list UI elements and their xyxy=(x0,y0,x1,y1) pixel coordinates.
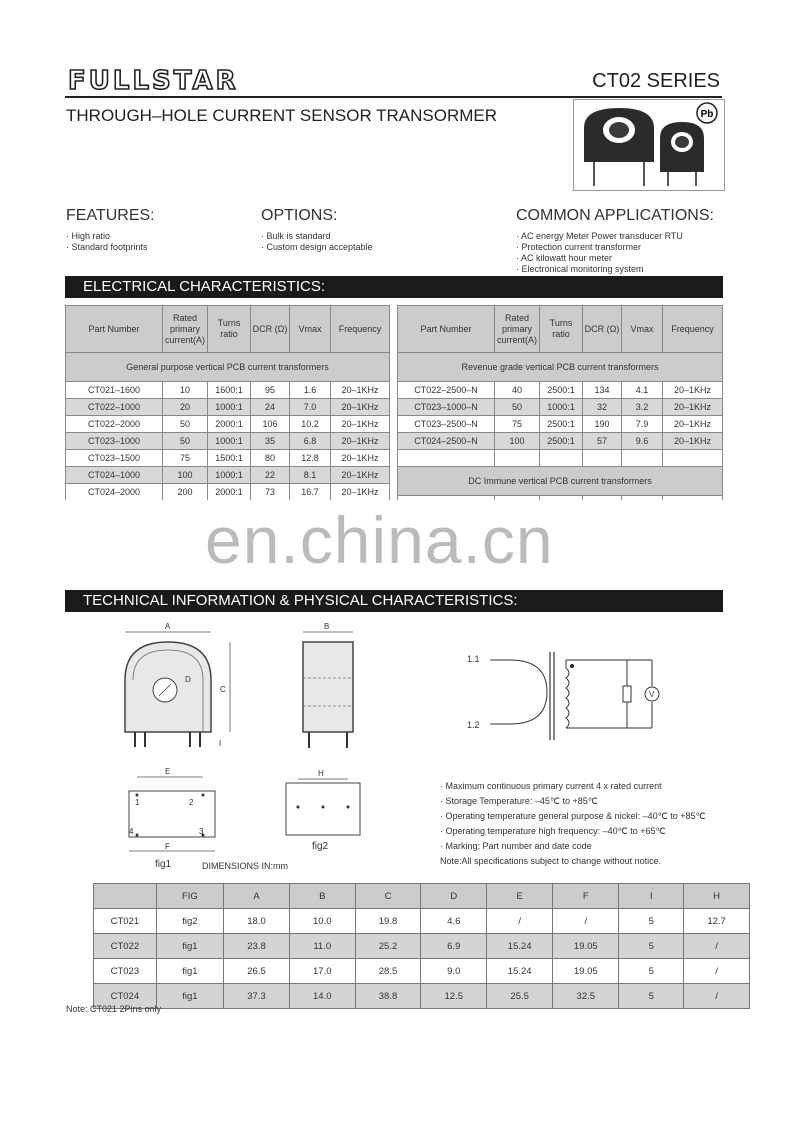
col-header: H xyxy=(684,884,750,909)
features-section xyxy=(66,207,155,253)
table-cell: CT024–1000 xyxy=(66,467,163,484)
table-cell: 200 xyxy=(163,484,208,501)
col-header: E xyxy=(487,884,553,909)
table-section-label: General purpose vertical PCB current transformers xyxy=(66,353,390,382)
table-cell: 20 xyxy=(163,399,208,416)
table-cell: 1000:1 xyxy=(208,467,251,484)
table-cell: 19.05 xyxy=(553,934,619,959)
table-cell: 2000:1 xyxy=(208,416,251,433)
technical-notes xyxy=(440,779,706,869)
table-row xyxy=(66,450,390,467)
table-cell: 75 xyxy=(163,450,208,467)
table-cell: 2500:1 xyxy=(540,416,583,433)
table-row xyxy=(66,467,390,484)
col-header: Rated primary current(A) xyxy=(163,306,208,353)
table-row xyxy=(66,399,390,416)
table-cell: CT022–1000 xyxy=(66,399,163,416)
table-cell: 11.0 xyxy=(289,934,355,959)
col-header: Part Number xyxy=(398,306,495,353)
note-all: Note:All specifications subject to change without notice. xyxy=(440,856,662,866)
table-cell: CT023–1500 xyxy=(66,450,163,467)
col-header: Frequency xyxy=(331,306,390,353)
table-cell: fig1 xyxy=(156,934,223,959)
options-section xyxy=(261,207,373,253)
table-cell: fig1 xyxy=(156,959,223,984)
table-cell: 100 xyxy=(163,467,208,484)
table-cell: 20–1KHz xyxy=(331,382,390,399)
table-cell: 22 xyxy=(251,467,290,484)
table-cell: CT023–2500–N xyxy=(398,416,495,433)
table-cell: 25.2 xyxy=(355,934,421,959)
col-header: Part Number xyxy=(66,306,163,353)
table-cell: 9.0 xyxy=(421,959,487,984)
table-cell: 106 xyxy=(251,416,290,433)
table-cell: 134 xyxy=(583,382,622,399)
table-cell: CT022–2000 xyxy=(66,416,163,433)
fig1-label: fig1 xyxy=(155,859,172,870)
table-cell: 20–1KHz xyxy=(663,416,723,433)
table-cell: 1000:1 xyxy=(208,433,251,450)
brand-logo: FULLSTAR xyxy=(68,66,239,96)
dim-label-h: H xyxy=(318,769,324,778)
page-title: THROUGH–HOLE CURRENT SENSOR TRANSORMER xyxy=(66,106,498,125)
application-item: · AC kilowatt hour meter xyxy=(516,253,714,264)
table-cell: 12.7 xyxy=(684,909,750,934)
feature-item: · High ratio xyxy=(66,231,155,242)
table-cell: 20–1KHz xyxy=(331,484,390,501)
technical-section-header: TECHNICAL INFORMATION & PHYSICAL CHARACTERISTICS: xyxy=(65,590,723,612)
table-cell: 26.5 xyxy=(224,959,290,984)
table-cell: fig2 xyxy=(156,909,223,934)
table-cell: 1500:1 xyxy=(208,450,251,467)
application-item: · AC energy Meter Power transducer RTU xyxy=(516,231,714,242)
applications-title: COMMON APPLICATIONS: xyxy=(516,207,714,224)
table-cell: 35 xyxy=(251,433,290,450)
col-header: Turns ratio xyxy=(208,306,251,353)
table-cell: / xyxy=(684,984,750,1009)
table-cell: 5 xyxy=(619,934,684,959)
table-cell: 20–1KHz xyxy=(663,382,723,399)
side-view-drawing xyxy=(295,620,365,755)
table-row xyxy=(66,416,390,433)
table-cell: 190 xyxy=(583,416,622,433)
product-photo xyxy=(573,99,725,191)
col-header: A xyxy=(224,884,290,909)
table-cell: 19.05 xyxy=(553,959,619,984)
table-cell: 4.6 xyxy=(421,909,487,934)
col-header: DCR (Ω) xyxy=(583,306,622,353)
pin-label: 3 xyxy=(199,827,204,836)
table-cell: 20–1KHz xyxy=(331,399,390,416)
table-cell: fig1 xyxy=(156,984,223,1009)
table-cell: 19.8 xyxy=(355,909,421,934)
table-cell: CT023–1000–N xyxy=(398,399,495,416)
table-cell: 9.6 xyxy=(622,433,663,450)
pin-label: 4 xyxy=(129,827,134,836)
dimensions-table xyxy=(93,883,750,1009)
table-cell: 50 xyxy=(495,399,540,416)
table-cell: 17.0 xyxy=(289,959,355,984)
col-header: I xyxy=(619,884,684,909)
table-cell: 20–1KHz xyxy=(663,399,723,416)
table-row xyxy=(94,984,750,1009)
feature-item: · Standard footprints xyxy=(66,242,155,253)
pb-free-badge: Pb xyxy=(700,109,714,120)
table-cell: 4.1 xyxy=(622,382,663,399)
table-cell: 5 xyxy=(619,984,684,1009)
table-cell: CT023–1000 xyxy=(66,433,163,450)
col-header: Frequency xyxy=(663,306,723,353)
col-header: Turns ratio xyxy=(540,306,583,353)
note-item: · Storage Temperature: –45℃ to +85℃ xyxy=(440,796,598,806)
table-cell: 12.8 xyxy=(290,450,331,467)
table-cell: 25.5 xyxy=(487,984,553,1009)
col-header xyxy=(94,884,157,909)
options-title: OPTIONS: xyxy=(261,207,338,224)
note-item: · Maximum continuous primary current 4 x rated current xyxy=(440,781,662,791)
dim-label-f: F xyxy=(165,842,170,851)
application-item: · Protection current transformer xyxy=(516,242,714,253)
table-cell: 1600:1 xyxy=(208,382,251,399)
dim-label-e: E xyxy=(165,767,171,776)
table-cell: 10 xyxy=(163,382,208,399)
note-item: · Operating temperature high frequency: –40℃ to +65℃ xyxy=(440,826,666,836)
col-header: F xyxy=(553,884,619,909)
table-cell: 20–1KHz xyxy=(331,416,390,433)
note-item: · Operating temperature general purpose & nickel: –40℃ to +85℃ xyxy=(440,811,706,821)
table-cell: 1000:1 xyxy=(208,399,251,416)
table-cell: 18.0 xyxy=(224,909,290,934)
table-cell: 10.0 xyxy=(289,909,355,934)
pin-label: 2 xyxy=(189,798,194,807)
col-header: Rated primary current(A) xyxy=(495,306,540,353)
features-title: FEATURES: xyxy=(66,207,155,224)
table-cell: 24 xyxy=(251,399,290,416)
col-header: D xyxy=(421,884,487,909)
table-cell: 8.1 xyxy=(290,467,331,484)
table-cell: 15.24 xyxy=(487,959,553,984)
table-cell: 6.9 xyxy=(421,934,487,959)
table-row xyxy=(398,416,723,433)
table-row xyxy=(94,934,750,959)
fig1-footprint-drawing xyxy=(115,765,235,870)
pin-label: 1 xyxy=(135,798,140,807)
col-header: B xyxy=(289,884,355,909)
dimensions-footnote: Note: CT021 2Pins only xyxy=(66,1004,162,1014)
table-cell: 38.8 xyxy=(355,984,421,1009)
dim-label-a: A xyxy=(165,622,171,631)
table-cell: 7.0 xyxy=(290,399,331,416)
table-cell: 1000:1 xyxy=(540,399,583,416)
table-cell: / xyxy=(553,909,619,934)
table-row xyxy=(398,382,723,399)
table-cell: 57 xyxy=(583,433,622,450)
circuit-schematic xyxy=(462,648,672,743)
table-cell: 100 xyxy=(495,433,540,450)
dim-label-b: B xyxy=(324,622,330,631)
table-cell: 2000:1 xyxy=(208,484,251,501)
table-cell: 50 xyxy=(163,416,208,433)
revenue-grade-table xyxy=(397,305,723,513)
schematic-label: 1.2 xyxy=(467,720,480,730)
table-cell: CT022 xyxy=(94,934,157,959)
header-divider xyxy=(65,96,722,98)
table-cell: 20–1KHz xyxy=(663,433,723,450)
table-cell: 23.8 xyxy=(224,934,290,959)
table-cell: CT024–2500–N xyxy=(398,433,495,450)
table-cell: 73 xyxy=(251,484,290,501)
table-cell: 16.7 xyxy=(290,484,331,501)
col-header: FIG xyxy=(156,884,223,909)
table-row xyxy=(94,909,750,934)
dim-label-c: C xyxy=(220,685,226,694)
application-item: · Electronical monitoring system xyxy=(516,264,714,275)
option-item: · Bulk is standard xyxy=(261,231,373,242)
col-header: DCR (Ω) xyxy=(251,306,290,353)
table-row xyxy=(66,433,390,450)
table-section-label: Revenue grade vertical PCB current transformers xyxy=(398,353,723,382)
table-cell: 20–1KHz xyxy=(331,450,390,467)
table-cell: 5 xyxy=(619,959,684,984)
table-row xyxy=(66,484,390,501)
table-cell: 3.2 xyxy=(622,399,663,416)
table-cell: 20–1KHz xyxy=(331,467,390,484)
fig2-footprint-drawing xyxy=(280,765,375,855)
table-cell: 50 xyxy=(163,433,208,450)
table-cell: 95 xyxy=(251,382,290,399)
table-cell: 28.5 xyxy=(355,959,421,984)
col-header: Vmax xyxy=(622,306,663,353)
table-cell: / xyxy=(684,934,750,959)
table-row xyxy=(398,399,723,416)
table-cell: 1.6 xyxy=(290,382,331,399)
table-cell: CT023 xyxy=(94,959,157,984)
table-cell: 14.0 xyxy=(289,984,355,1009)
table-cell: CT021 xyxy=(94,909,157,934)
col-header: Vmax xyxy=(290,306,331,353)
table-row xyxy=(94,959,750,984)
schematic-label: 1.1 xyxy=(467,654,480,664)
table-cell: 37.3 xyxy=(224,984,290,1009)
svg-text:V: V xyxy=(649,690,655,699)
table-cell: CT022–2500–N xyxy=(398,382,495,399)
table-cell: 15.24 xyxy=(487,934,553,959)
table-cell: 80 xyxy=(251,450,290,467)
table-cell: 40 xyxy=(495,382,540,399)
table-cell: 75 xyxy=(495,416,540,433)
table-cell: 32 xyxy=(583,399,622,416)
table-cell: 5 xyxy=(619,909,684,934)
table-cell: 10.2 xyxy=(290,416,331,433)
table-row xyxy=(398,433,723,450)
table-cell: CT021–1600 xyxy=(66,382,163,399)
dim-label-d: D xyxy=(185,675,191,684)
table-cell: 32.5 xyxy=(553,984,619,1009)
table-cell: 7.9 xyxy=(622,416,663,433)
table-cell: 2500:1 xyxy=(540,433,583,450)
series-title: CT02 SERIES xyxy=(592,70,720,92)
table-cell: CT024–2000 xyxy=(66,484,163,501)
table-cell: 2500:1 xyxy=(540,382,583,399)
electrical-section-header: ELECTRICAL CHARACTERISTICS: xyxy=(65,276,723,298)
table-cell: 12.5 xyxy=(421,984,487,1009)
watermark-text: en.china.cn xyxy=(205,503,554,577)
fig2-label: fig2 xyxy=(312,841,329,852)
dim-label-i: I xyxy=(219,739,222,748)
col-header: C xyxy=(355,884,421,909)
general-purpose-table xyxy=(65,305,390,501)
table-section-label: DC Immune vertical PCB current transformers xyxy=(398,467,723,496)
table-cell: CT024 xyxy=(94,984,157,1009)
dimensions-caption: DIMENSIONS IN:mm xyxy=(202,861,289,871)
option-item: · Custom design acceptable xyxy=(261,242,373,253)
front-view-drawing xyxy=(115,620,245,755)
note-item: · Marking: Part number and date code xyxy=(440,841,592,851)
table-cell: / xyxy=(487,909,553,934)
table-cell: 20–1KHz xyxy=(331,433,390,450)
table-cell: 6.8 xyxy=(290,433,331,450)
table-row xyxy=(66,382,390,399)
applications-section xyxy=(516,207,714,275)
table-cell: / xyxy=(684,959,750,984)
